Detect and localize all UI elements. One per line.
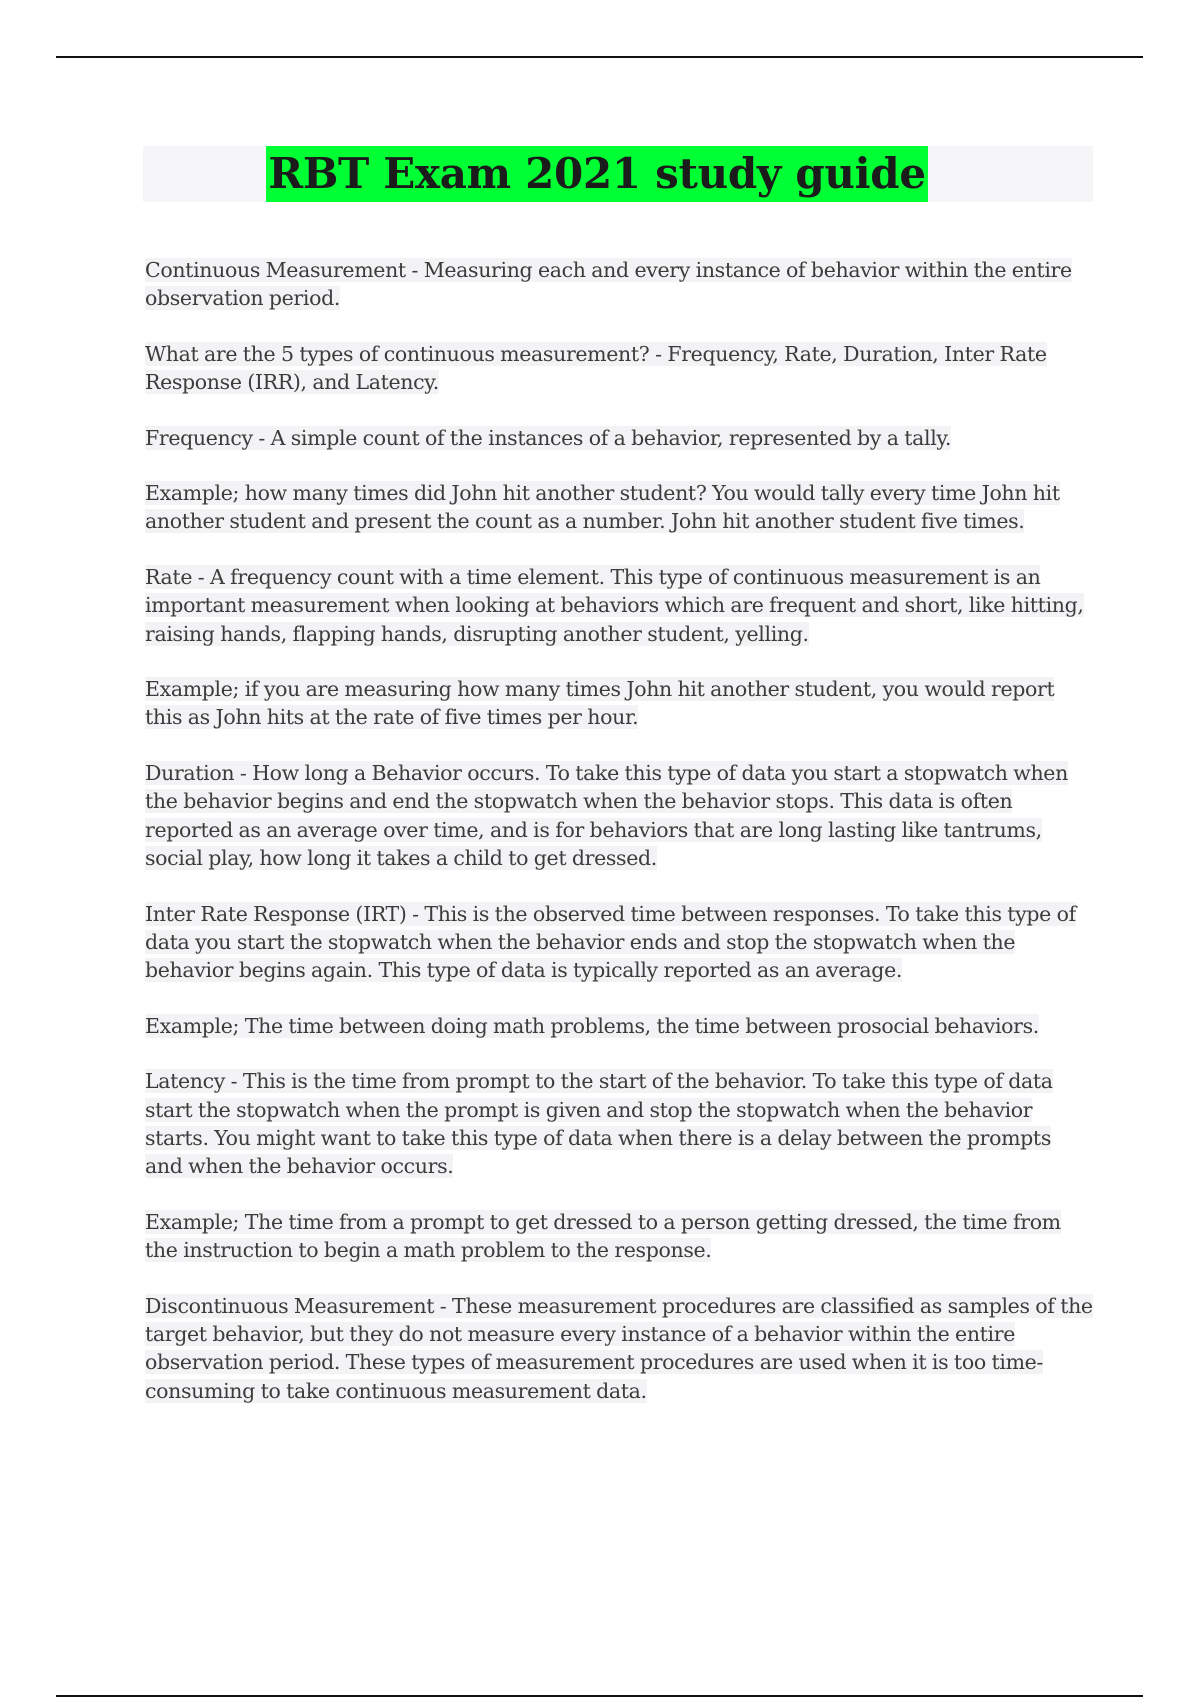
paragraph-duration: Duration - How long a Behavior occurs. To take this type of data you start a stopwatch when the behavior begins and end the stopwatch when the behavior stops. This data is often reported as an average over time, and is for behaviors that are long lasting like tantrums, social play, how long it takes a child to get dressed. [145, 760, 1068, 871]
top-rule [56, 56, 1143, 58]
page-title: RBT Exam 2021 study guide [266, 146, 928, 202]
bottom-rule [56, 1695, 1143, 1697]
paragraph-latency: Latency - This is the time from prompt to the start of the behavior. To take this type of data start the stopwatch when the prompt is given and stop the stopwatch when the behavior starts. You might want to take this type of data when there is a delay between the prompts and when the behavior occurs. [145, 1069, 1053, 1179]
paragraph-irt-example: Example; The time between doing math problems, the time between prosocial behaviors. [145, 1013, 1039, 1038]
paragraph-frequency: Frequency - A simple count of the instances of a behavior, represented by a tally. [145, 425, 952, 450]
document-body [145, 256, 1093, 1432]
paragraph-rate-example: Example; if you are measuring how many times John hit another student, you would report this as John hits at the rate of five times per hour. [145, 677, 1055, 730]
paragraph-five-types: What are the 5 types of continuous measurement? - Frequency, Rate, Duration, Inter Rate Response (IRR), and Latency. [145, 341, 1047, 395]
paragraph-continuous-measurement: Continuous Measurement - Measuring each and every instance of behavior within the entire observation period. [145, 258, 1072, 311]
paragraph-inter-rate-response: Inter Rate Response (IRT) - This is the observed time between responses. To take this type of data you start the stopwatch when the behavior ends and stop the stopwatch when the behavior begins again. This type of data is typically reported as an average. [145, 901, 1076, 983]
title-bar [143, 146, 1093, 202]
paragraph-frequency-example: Example; how many times did John hit another student? You would tally every time John hit another student and present the count as a number. John hit another student five times. [145, 481, 1060, 534]
paragraph-discontinuous-measurement: Discontinuous Measurement - These measurement procedures are classified as samples of the target behavior, but they do not measure every instance of a behavior within the entire observation period. These types of measurement procedures are used when it is too time-consuming to take continuous measurement data. [145, 1293, 1093, 1403]
paragraph-latency-example: Example; The time from a prompt to get dressed to a person getting dressed, the time from the instruction to begin a math problem to the response. [145, 1209, 1061, 1263]
paragraph-rate: Rate - A frequency count with a time element. This type of continuous measurement is an important measurement when looking at behaviors which are frequent and short, like hitting, raising hands, flapping hands, disrupting another student, yelling. [145, 564, 1084, 646]
